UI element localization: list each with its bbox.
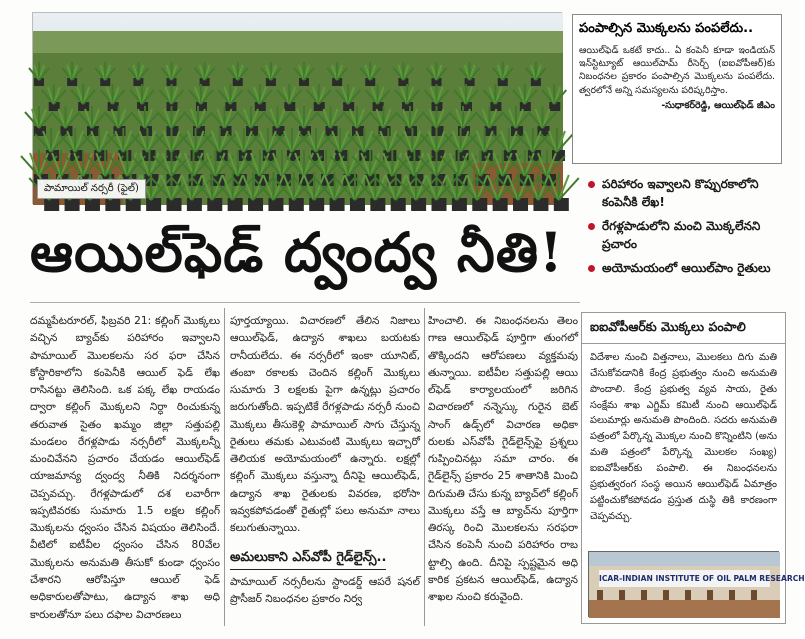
palm-nursery-image (33, 13, 563, 205)
highlight-item: రేగళ్లపాడులోని మంచి మొక్కలేనని ప్రచారం (588, 217, 788, 253)
divider (30, 302, 580, 303)
highlight-item: పరిహారం ఇవ్వాలని కొప్పురకాలోని కంపెనీకి లేఖ! (588, 175, 788, 211)
side-note-body: ఆయిల్‌ఫెడ్ ఒకటే కాదు.. ఏ కంపెనీ కూడా ఇండియన్ ఇన్‌స్టిట్యూట్ ఆయిల్‌పామ్ రీసెర్చ్ (ఐఐవోపీఆర్)కు నిబంధనల ప్రకారం పంపాల్సిన మొక్కలను పంపలేదు. త్వరలోనే అన్ని సమస్యలను పరిష్కరిస్తాం. (579, 45, 775, 96)
side-note-title: పంపాల్సిన మొక్కలను పంపలేదు.. (579, 21, 754, 36)
article-column-2 (230, 313, 420, 608)
institute-sign: ICAR-INDIAN INSTITUTE OF OIL PALM RESEARCH (599, 570, 770, 587)
bullet-icon (588, 181, 595, 188)
highlight-item: అయోమయంలో ఆయిల్‌పాం రైతులు (588, 259, 788, 277)
side-note-box (572, 14, 782, 164)
nursery-photo (32, 12, 562, 204)
subheading: అమలుకాని ఎస్‌వోపీ గైడ్‌లైన్స్.. (230, 547, 386, 569)
sidebar-box-body: విదేశాల నుంచి విత్తనాలు, మొలకలు దిగు మతి చేసుకోవడానికి కేంద్ర ప్రభుత్వం నుంచి అనుమతి పొందాలి. కేంద్ర ప్రభుత్వ వ్యవ సాయ, రైతు సంక్షేమ శాఖ ఎగ్జిమ్ కమిటీ నుంచి ఆయిల్‌ఫెడ్ పలుమార్లు అనుమతి పొందింది. సదరు అనుమతి పత్రంలో పేర్కొన్న మొక్కల నుంచి కొన్నింటిని (అను మతి పత్రంలో పేర్కొన్న మొలకల సంఖ్య) ఐఐవోపీఆర్‌కు పంపాలి. ఈ నిబంధనలను ప్రభుత్వరంగ సంస్థ అయిన ఆయిల్‌ఫెడ్ ఏమాత్రం పట్టించుకోకపోవడం ప్రస్తుత దుస్థి తికి కారణంగా చెప్పవచ్చు. (590, 352, 777, 522)
institute-photo (588, 551, 805, 617)
column-2-text: పూర్తయ్యాయి. విచారణలో తేలిన నిజాలు ఆయిల్‌ఫెడ్, ఉద్యాన శాఖలు బయటకు రానీయలేదు. ఈ నర్సరీలో ఇంకా యూనిట్, తంబా రకాలకు చెందిన కల్లింగ్ మొక్కలు సుమారు 3 లక్షలకు పైగా ఉన్నట్లు ప్రచారం జరుగుతోంది. ఇప్పటికే రేగళ్లపాడు నర్సరీ నుంచి మొక్కలు తీసుకెళ్లి పామాయిల్ సాగు చేస్తున్న రైతులు తమకు ఎటువంటి మొక్కలు ఇచ్చారో తెలియక అయోమయంలో ఉన్నారు. లక్షల్లో కల్లింగ్ మొక్కలు వస్తున్నా దీనిపై ఆయిల్‌ఫెడ్, ఉద్యాన శాఖ రైతులకు వివరణ, భరోసా ఇవ్వకపోవడంతో రైతుల్లో పలు అనుమా నాలు కలుగుతున్నాయి. (230, 315, 420, 535)
sidebar-box (581, 312, 805, 624)
article-column-3: హించాలి. ఈ నిబంధనలను తెలం గాణ ఆయిల్‌ఫెడ్ పూర్తిగా తుంగలో తొక్కిందని ఆరోపణలు వ్యక్తమవు తున్నాయి. ఐటీవీల సత్తుపల్లి ఆయి ల్‌ఫెడ్ కార్యాలయంలో జరిగిన విచారణలో నన్నెస్కు గురైన బెట్ సాంగ్ ఉడ్స్‌లో విచారణ అధికా రులకు ఎస్‌వోపీ గైడ్‌లైన్స్‌పై ప్రశ్నలు గుప్పించినట్లు సమా చారం. ఈ గైడ్‌లైన్స్ ప్రకారం 25 శాతానికి మించి దిగుమతి చేసు కున్న బ్యాచ్‌లో కల్లింగ్ మొక్కలు వస్తే ఆ బ్యాచ్‌ను పూర్తిగా తిరస్క రించి మొలకలను సరఫరా చేసిన కంపెనీ నుంచి పరిహారం రాబ ట్టాల్సి ఉంది. దీనిపై స్పష్టమైన అధి కారిక ప్రకటన ఆయిల్‌ఫెడ్, ఉద్యాన శాఖల నుంచి కరువైంది. (428, 315, 578, 604)
article-column-1: దమ్మపేటరూరల్, ఫిబ్రవరి 21: కల్లింగ్ మొక్కలు వచ్చిన బ్యాచ్‌కు పరిహారం ఇవ్వాలని పామాయిల్ మొలకలను సర ఫరా చేసిన కోస్టారికాలోని కంపెనీకి ఆయిల్ ఫెడ్ లేఖ రాసినట్టు తెలిసింది. ఒక పక్క లేఖ రాయడం ద్వారా కల్లింగ్ మొక్కలని నిర్ధా రించుకున్న తరువాత సైతం ఖమ్మం జిల్లా సత్తుపల్లి మండలం రేగళ్లపాడు నర్సరీలో మొక్కలన్నీ మంచివేనని ప్రచారం చేయడం ఆయిల్‌ఫెడ్ యాజమాన్య ద్వంద్వ నీతికి నిదర్శనంగా చెప్పవచ్చు. రేగళ్లపాడులో దశ లవారీగా ఇప్పటివరకు సుమారు 1.5 లక్షల కల్లింగ్ మొక్కలను ధ్వంసం చేసిన విషయం తెలిసిందే. వీటిలో ఐటీవీల ధ్వంసం చేసిన 80వేల మొక్కలను అనుమతి తీసుకో కుండా ధ్వంసం చేశారని ఆరోపిస్తూ ఆయిల్ ఫెడ్ అధికారులతోపాటు, ఉద్యాన శాఖ అధి కారులతోనూ పలు దఫాల విచారణలు (30, 315, 220, 621)
photo-caption: పామాయిల్ నర్సరీ (ఫైల్) (37, 179, 146, 199)
bullet-icon (588, 265, 595, 272)
sidebar-box-title: ఐఐవోపీఆర్‌కు మొక్కలు పంపాలి (582, 313, 785, 344)
column-divider (224, 308, 225, 626)
highlights-list (588, 175, 788, 283)
side-note-signature: -సుధాకర్‌రెడ్డి, ఆయిల్‌ఫెడ్ జీఎం (661, 99, 775, 111)
bullet-icon (588, 223, 595, 230)
column-divider (424, 308, 425, 626)
column-2-continued: పామాయిల్ నర్సరీలను స్టాండర్డ్ ఆపరే షనల్ ప్రొసీజర్ నిబంధనల ప్రకారం నిర్వ (230, 575, 420, 605)
headline: ఆయిల్‌ఫెడ్ ద్వంద్వ నీతి! (30, 220, 564, 284)
